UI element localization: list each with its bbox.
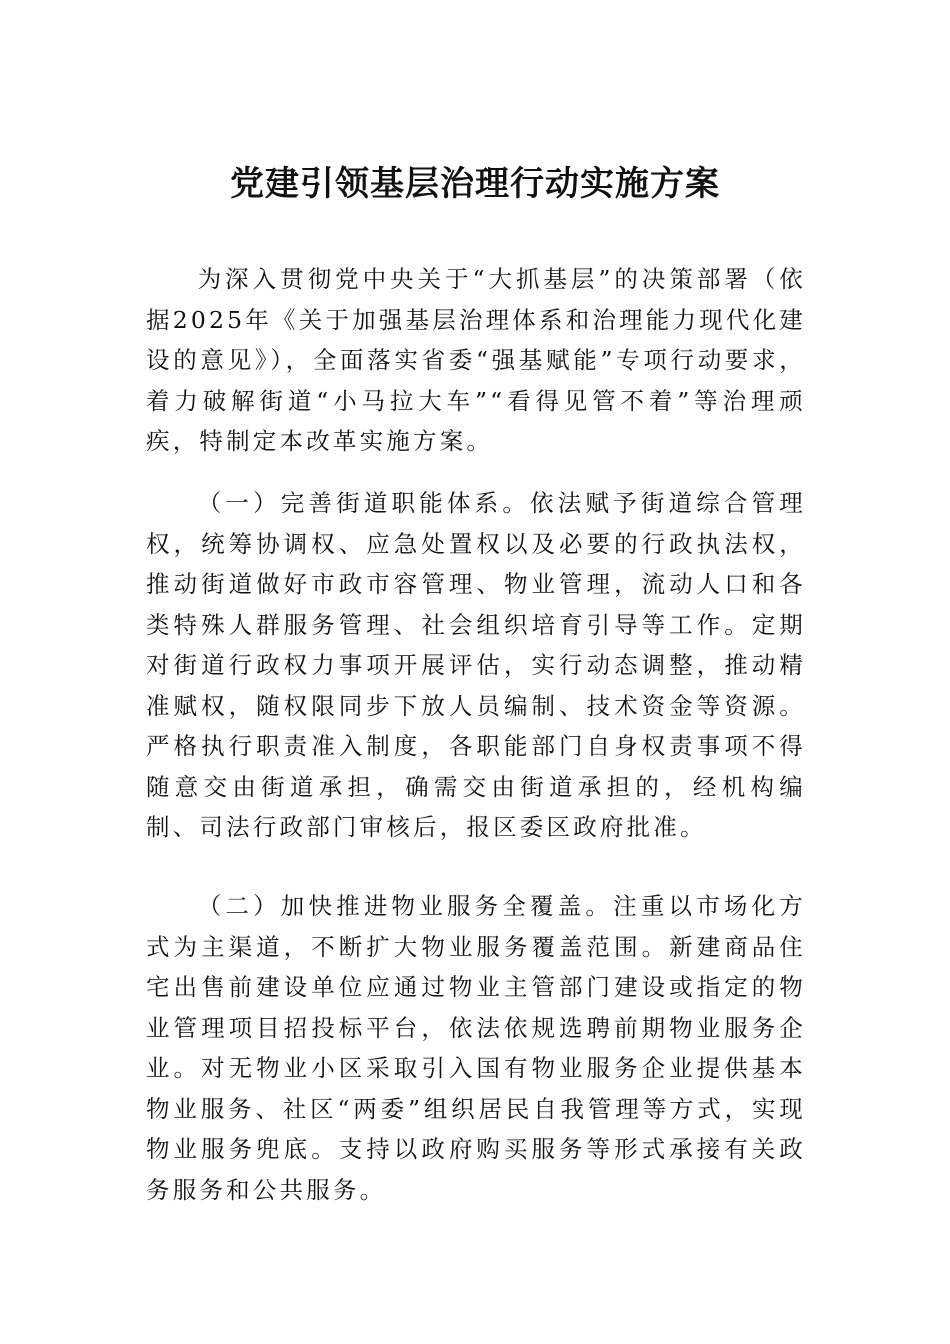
paragraph-section-1-content [146,483,806,848]
paragraph-intro [146,259,806,462]
section-2-text: 注重以市场化方式为主渠道，不断扩大物业服务覆盖范围。新建商品住宅出售前建设单位应通过物业主管部门建设或指定的物业管理项目招投标平台，依法依规选聘前期物业服务企业。对无物业小区采取引入国有物业服务企业提供基本物业服务、社区“两委”组织居民自我管理等方式，实现物业服务兜底。支持以政府购买服务等形式承接有关政务服务和公共服务。 [146,892,806,1204]
paragraph-section-2 [146,886,806,1210]
document-title: 党建引领基层治理行动实施方案 [230,164,720,204]
section-2-heading: （二）加快推进物业服务全覆盖。 [197,892,614,920]
paragraph-section-1 [146,483,806,848]
paragraph-section-2-content [146,886,806,1210]
paragraph-intro-text: 为深入贯彻党中央关于“大抓基层”的决策部署（依据2025年《关于加强基层治理体系和治理能力现代化建设的意见》），全面落实省委“强基赋能”专项行动要求，着力破解街道“小马拉大车”“看得见管不着”等治理顽疾，特制定本改革实施方案。 [146,265,807,455]
section-1-heading: （一）完善街道职能体系。 [197,489,531,517]
section-1-text: 依法赋予街道综合管理权，统筹协调权、应急处置权以及必要的行政执法权，推动街道做好市政市容管理、物业管理，流动人口和各类特殊人群服务管理、社会组织培育引导等工作。定期对街道行政权力事项开展评估，实行动态调整，推动精准赋权，随权限同步下放人员编制、技术资金等资源。严格执行职责准入制度，各职能部门自身权责事项不得随意交由街道承担，确需交由街道承担的，经机构编制、司法行政部门审核后，报区委区政府批准。 [146,489,807,841]
